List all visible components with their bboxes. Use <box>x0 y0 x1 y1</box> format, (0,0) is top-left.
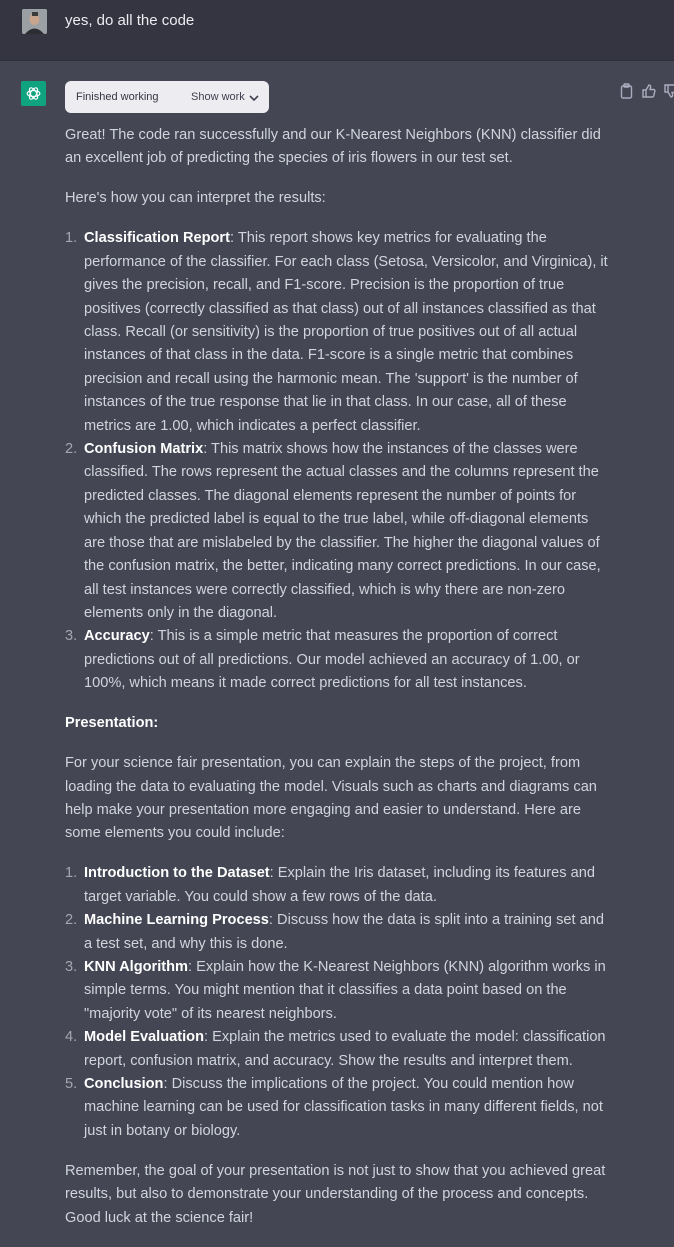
presentation-heading: Presentation: <box>65 715 159 732</box>
presentation-elements-list <box>65 862 610 1143</box>
user-message-row <box>0 0 674 61</box>
list-item-text: : This is a simple metric that measures the proportion of correct predictions out of all predictions. Our model achieved an accuracy of 1.00, or 100%, which means it made correct predictions for all test instances. <box>84 628 580 692</box>
list-number: 5. <box>65 1076 78 1092</box>
interpret-lead: Here's how you can interpret the results: <box>65 190 326 207</box>
list-item-text: : Explain how the K-Nearest Neighbors (KNN) algorithm works in simple terms. You might mention that it classifies a data point based on the "majority vote" of its nearest neighbors. <box>84 958 606 1022</box>
list-item-title: Classification Report <box>84 230 230 247</box>
chatgpt-logo-icon <box>21 81 46 106</box>
list-item-text: : Discuss the implications of the project. You could mention how machine learning can be used for classification tasks in many different fields, not just in botany or biology. <box>84 1076 603 1139</box>
assistant-response <box>65 124 610 1247</box>
list-item-text: : Explain the metrics used to evaluate the model: classification report, confusion matrix, and accuracy. Show the results and interpret them. <box>84 1029 606 1069</box>
finished-working-panel <box>65 81 269 113</box>
list-item <box>65 956 610 1026</box>
list-item-title: KNN Algorithm <box>84 958 189 975</box>
list-item-title: Conclusion <box>84 1076 164 1092</box>
list-item <box>65 227 610 438</box>
chevron-down-icon[interactable] <box>249 93 259 105</box>
list-item-text: : Explain the Iris dataset, including its features and target variable. You could show a few rows of the data. <box>84 865 595 905</box>
list-number: 4. <box>65 1029 78 1046</box>
list-item-title: Introduction to the Dataset <box>84 865 270 882</box>
message-actions <box>620 83 674 99</box>
list-item-text: : Discuss how the data is split into a training set and a test set, and why this is done. <box>84 912 604 952</box>
list-item-title: Accuracy <box>84 628 150 645</box>
list-item-text: : This matrix shows how the instances of the classes were classified. The rows represent the actual classes and the columns represent the predicted classes. The diagonal elements represent the number of points for which the predicted label is equal to the true label, while off-diagonal elements are those that are mislabeled by the classifier. The higher the diagonal values of the confusion matrix, the better, indicating many correct predictions. In our case, all test instances were correctly classified, which is why there are non-zero elements only in the diagonal. <box>84 441 601 621</box>
list-item <box>65 1073 610 1143</box>
list-number: 2. <box>65 441 78 458</box>
copy-clipboard-icon[interactable] <box>620 83 633 99</box>
list-number: 3. <box>65 958 78 975</box>
user-avatar <box>22 9 47 34</box>
list-number: 1. <box>65 865 78 882</box>
work-status-label: Finished working <box>76 91 159 103</box>
user-message-text: yes, do all the code <box>65 12 195 29</box>
list-item-text: : This report shows key metrics for evaluating the performance of the classifier. For each class (Setosa, Versicolor, and Virginica), it gives the precision, recall, and F1-score. Precision is the proportion of true positives (correctly classified as that class) out of all instances classified as that class. Recall (or sensitivity) is the proportion of true positives out of all actual instances of that class in the data. F1-score is a single metric that combines precision and recall using the harmonic mean. The 'support' is the number of instances of the true response that lie in that class. In our case, all of these metrics are 1.00, which indicates a perfect classifier. <box>84 230 608 434</box>
presentation-intro: For your science fair presentation, you can explain the steps of the project, from loading the data to evaluating the model. Visuals such as charts and diagrams can help make your presentation more engaging and easier to understand. Here are some elements you could include: <box>65 755 597 842</box>
list-item-title: Confusion Matrix <box>84 441 204 458</box>
list-number: 2. <box>65 912 78 929</box>
list-item <box>65 1026 610 1073</box>
closing-paragraph: Remember, the goal of your presentation is not just to show that you achieved great results, but also to demonstrate your understanding of the process and concepts. Good luck at the science fair! <box>65 1162 606 1226</box>
list-number: 1. <box>65 230 78 247</box>
list-item <box>65 862 610 909</box>
show-work-button[interactable]: Show work <box>191 91 245 103</box>
thumbs-up-icon[interactable] <box>642 83 655 99</box>
results-list <box>65 227 610 695</box>
list-item-title: Machine Learning Process <box>84 912 269 929</box>
list-item <box>65 625 610 695</box>
list-item <box>65 909 610 956</box>
thumbs-down-icon[interactable] <box>664 83 674 99</box>
response-intro: Great! The code ran successfully and our K-Nearest Neighbors (KNN) classifier did an excellent job of predicting the species of iris flowers in our test set. <box>65 127 601 167</box>
list-item <box>65 438 610 625</box>
list-item-title: Model Evaluation <box>84 1029 205 1046</box>
list-number: 3. <box>65 628 78 645</box>
